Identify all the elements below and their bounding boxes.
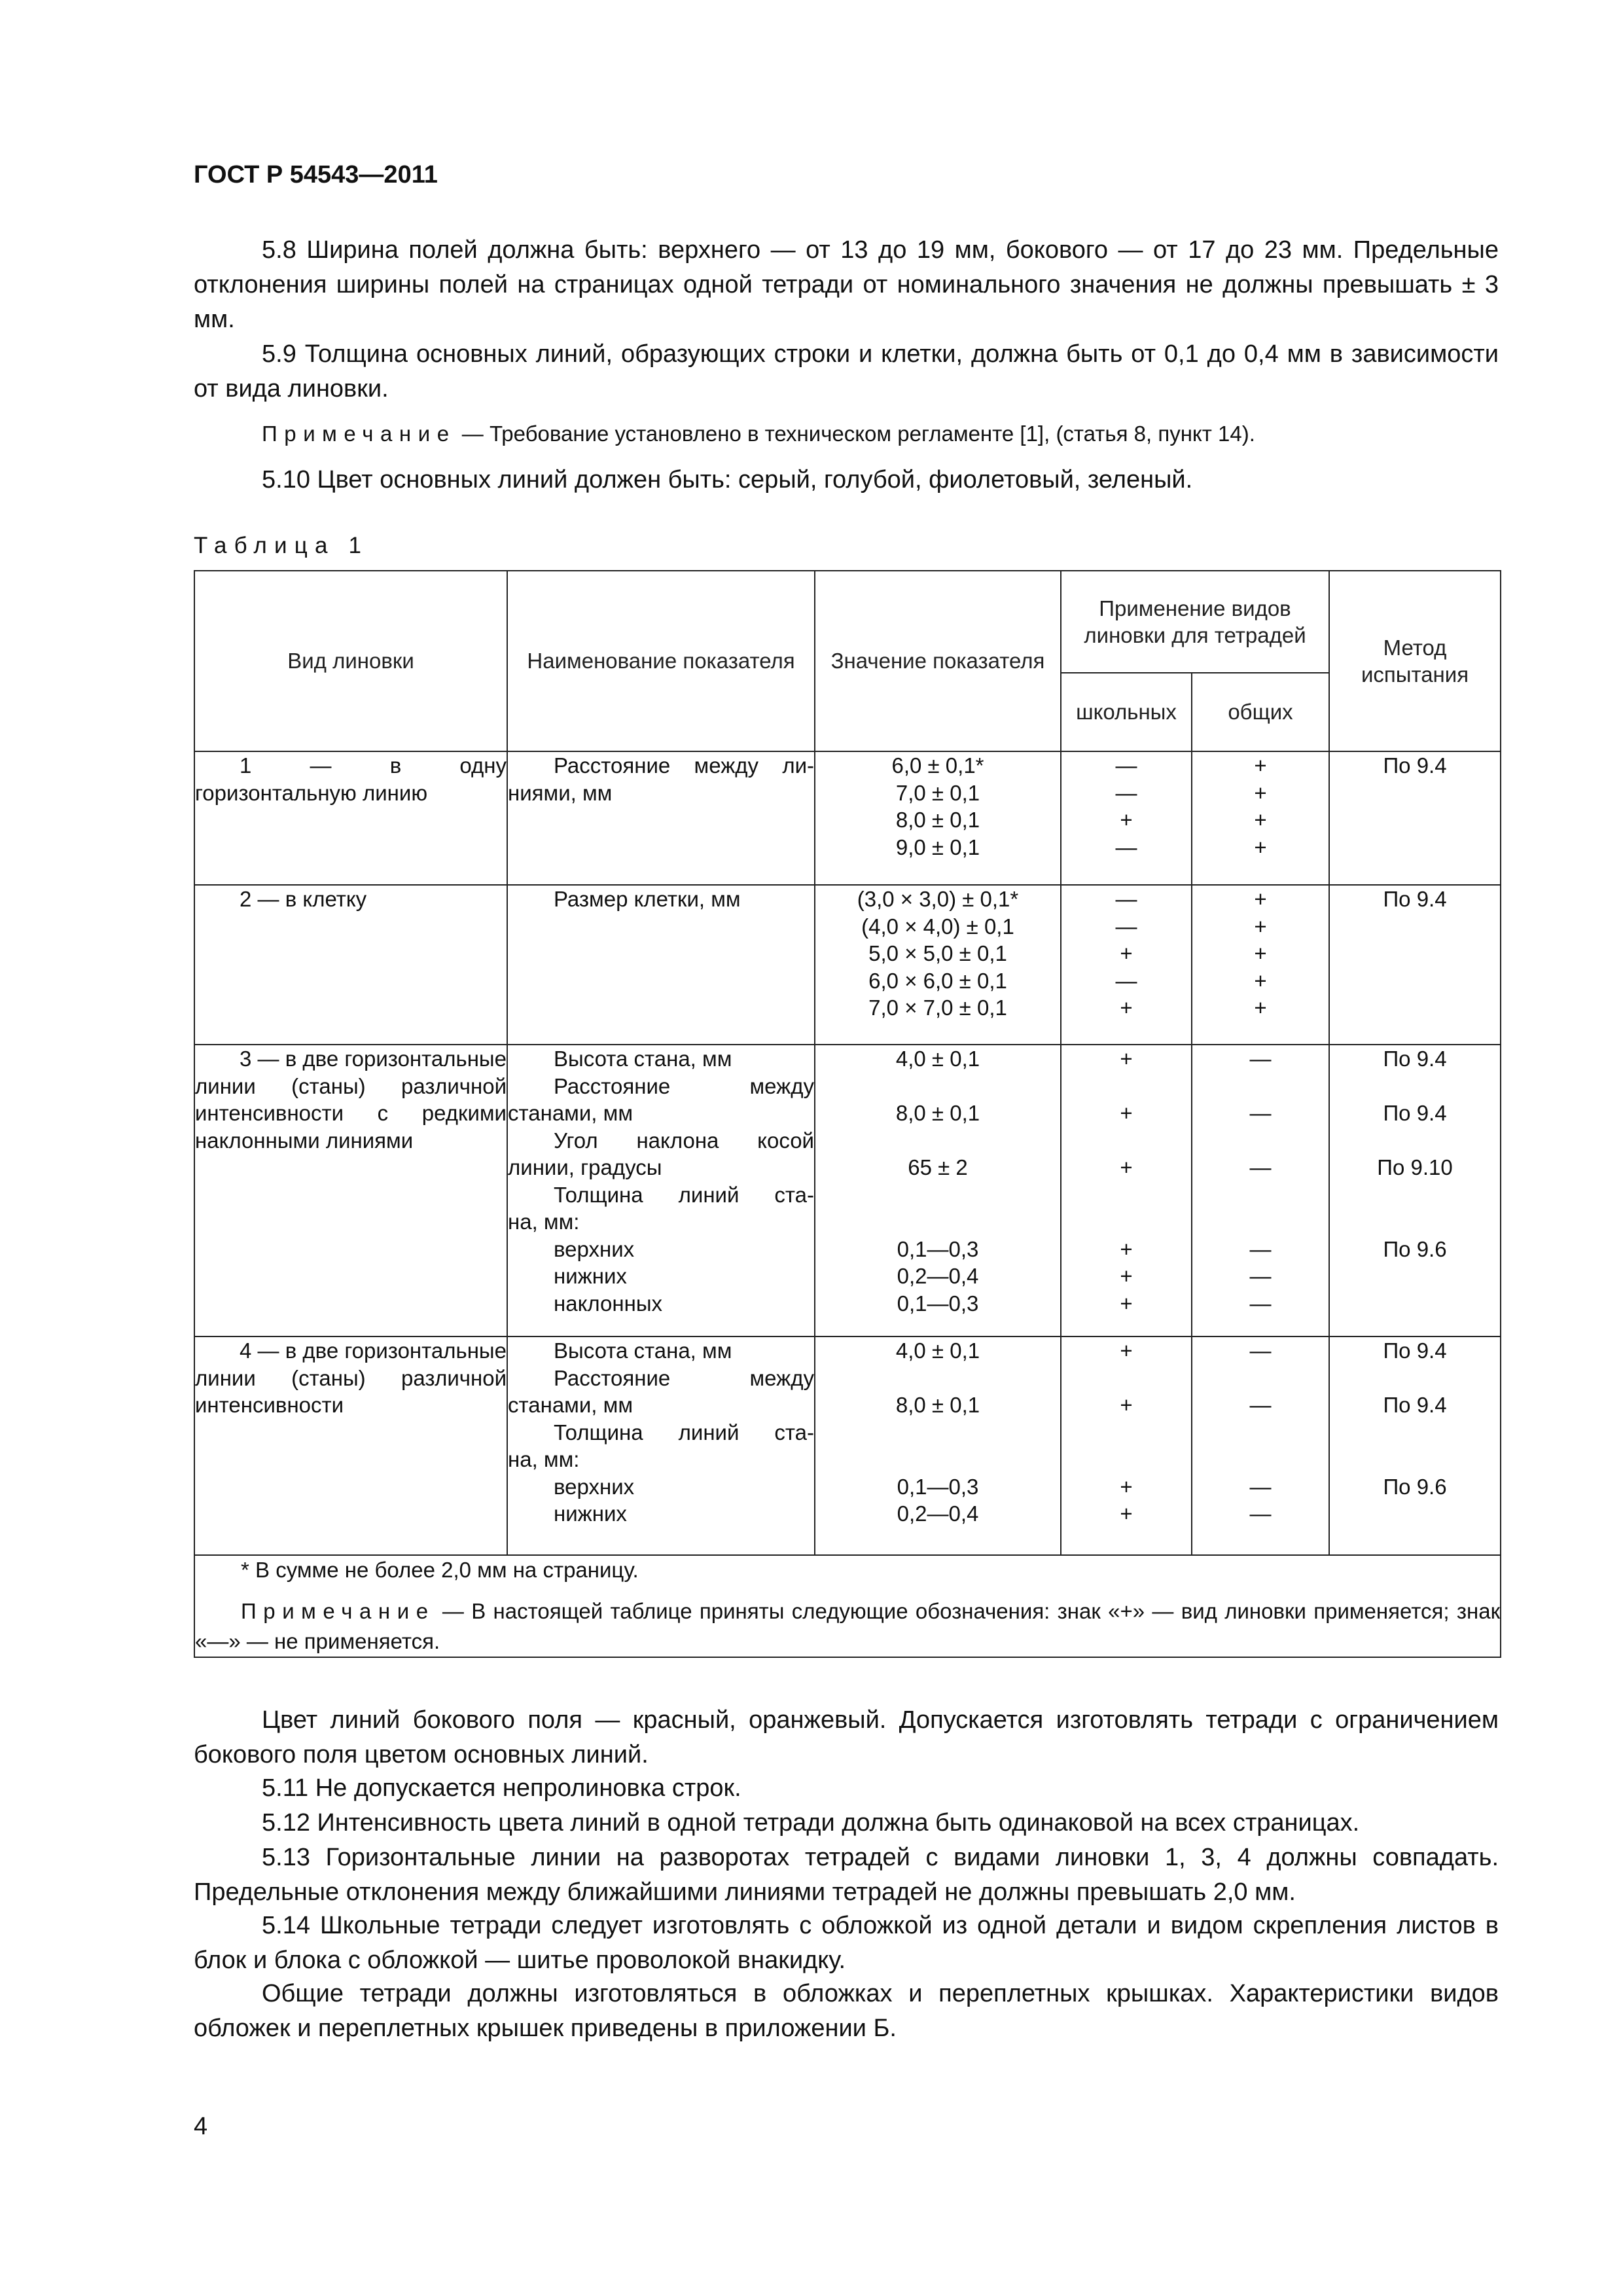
- cell-school: [1061, 885, 1192, 1045]
- general-mark: +: [1254, 887, 1267, 911]
- general-mark: +: [1254, 808, 1267, 832]
- general-mark: —: [1249, 1236, 1272, 1261]
- method-line: [1330, 1073, 1500, 1100]
- cell-indicator: [507, 751, 815, 885]
- indicator-line: нижних: [554, 1501, 627, 1526]
- school-mark: +: [1120, 1291, 1133, 1316]
- method-line: [1330, 1419, 1500, 1446]
- value-line: 6,0 ± 0,1*: [891, 753, 984, 778]
- cell-general: [1192, 1336, 1329, 1555]
- table-row: [194, 751, 1501, 885]
- cell-method: [1329, 885, 1501, 1045]
- paragraph-5-13: 5.13 Горизонтальные линии на разворотах тетрадей с видами линовки 1, 3, 4 должны совпадать. Предельные отклонения между ближайшими линиями тетрадей не должны превышать 2,0 мм.: [194, 1844, 1499, 1906]
- school-mark: —: [1115, 834, 1137, 859]
- table-note-label: Примечание: [241, 1599, 435, 1623]
- value-line: [815, 1073, 1060, 1100]
- method-line: [1330, 1446, 1500, 1473]
- school-mark: +: [1120, 1101, 1133, 1125]
- value-line: 65 ± 2: [908, 1155, 968, 1179]
- cell-indicator: [507, 1336, 815, 1555]
- general-mark: +: [1254, 914, 1267, 939]
- method-line: [1330, 1290, 1500, 1318]
- method-line: [1330, 1263, 1500, 1290]
- school-mark: +: [1120, 808, 1133, 832]
- school-mark: +: [1120, 941, 1133, 965]
- paragraph-5-8: 5.8 Ширина полей должна быть: верхнего — от 13 до 19 мм, бокового — от 17 до 23 мм. Предельные отклонения ширины полей на страницах одной тетради от номинального значения не должны превышать ± 3 мм.: [194, 236, 1499, 333]
- cell-indicator: [507, 1045, 815, 1336]
- school-mark: [1061, 1446, 1191, 1473]
- method-line: По 9.4: [1383, 753, 1447, 778]
- general-mark: +: [1254, 941, 1267, 965]
- value-line: 0,1—0,3: [897, 1236, 979, 1261]
- header-kind: Вид линовки: [194, 571, 507, 751]
- school-mark: +: [1120, 1501, 1133, 1526]
- cell-method: [1329, 1045, 1501, 1336]
- cell-general: [1192, 751, 1329, 885]
- school-mark: +: [1120, 1236, 1133, 1261]
- table-note-text: — В настоящей таблице приняты следующие обозначения: знак «+» — вид линовки применяется; знак «—» — не применяется.: [195, 1599, 1501, 1653]
- general-mark: —: [1249, 1474, 1272, 1499]
- table-note: [195, 1596, 1500, 1657]
- method-line: По 9.4: [1383, 1047, 1447, 1071]
- school-mark: +: [1120, 996, 1133, 1020]
- cell-general: [1192, 1045, 1329, 1336]
- indicator-line: ниями, мм: [508, 780, 613, 805]
- table-caption: Таблица 1: [194, 533, 369, 558]
- cell-value: [815, 1045, 1061, 1336]
- cell-value: [815, 885, 1061, 1045]
- school-mark: +: [1120, 1393, 1133, 1417]
- note-regulation: [194, 419, 1499, 449]
- page-number: 4: [194, 2113, 208, 2140]
- cell-kind: 4 — в две горизонтальные линии (станы) различной интенсивности: [194, 1336, 507, 1555]
- paragraph-5-14: 5.14 Школьные тетради следует изготовлять с обложкой из одной детали и видом скрепления листов в блок и блока с обложкой — шитье проволокой внакидку.: [194, 1912, 1499, 1974]
- indicator-line: Толщина линий ста-: [554, 1182, 814, 1207]
- value-line: 9,0 ± 0,1: [895, 834, 980, 859]
- indicator-line: Расстояние между ли-: [554, 753, 814, 778]
- value-line: (3,0 × 3,0) ± 0,1*: [857, 887, 1019, 911]
- value-line: 0,1—0,3: [897, 1474, 979, 1499]
- value-line: [815, 1365, 1060, 1392]
- value-line: 0,1—0,3: [897, 1291, 979, 1316]
- general-mark: —: [1249, 1264, 1272, 1288]
- value-line: 7,0 ± 0,1: [895, 780, 980, 805]
- value-line: 8,0 ± 0,1: [895, 1393, 980, 1417]
- indicator-line: Толщина линий ста-: [554, 1420, 814, 1444]
- value-line: [815, 1446, 1060, 1473]
- cell-school: [1061, 1336, 1192, 1555]
- method-line: По 9.6: [1383, 1474, 1447, 1499]
- note-text: — Требование установлено в техническом регламенте [1], (статья 8, пункт 14).: [455, 422, 1255, 446]
- general-mark: —: [1249, 1101, 1272, 1125]
- value-line: 0,2—0,4: [897, 1264, 979, 1288]
- general-mark: +: [1254, 780, 1267, 805]
- cell-value: [815, 751, 1061, 885]
- school-mark: —: [1115, 914, 1137, 939]
- table-footer: [194, 1555, 1501, 1657]
- indicator-line: на, мм:: [508, 1210, 580, 1234]
- indicator-line: нижних: [554, 1264, 627, 1288]
- indicator-line: линии, градусы: [508, 1155, 662, 1179]
- cell-general: [1192, 885, 1329, 1045]
- general-mark: +: [1254, 753, 1267, 778]
- paragraph-5-9: 5.9 Толщина основных линий, образующих строки и клетки, должна быть от 0,1 до 0,4 мм в зависимости от вида линовки.: [194, 340, 1499, 403]
- method-line: По 9.10: [1377, 1155, 1453, 1179]
- header-method: Метод испытания: [1329, 571, 1501, 751]
- value-line: [815, 1181, 1060, 1209]
- indicator-line: Угол наклона косой: [554, 1128, 814, 1153]
- cell-school: [1061, 1045, 1192, 1336]
- general-mark: +: [1254, 996, 1267, 1020]
- school-mark: +: [1120, 1155, 1133, 1179]
- general-mark: [1192, 1446, 1329, 1473]
- method-line: [1330, 1500, 1500, 1528]
- cell-indicator: [507, 885, 815, 1045]
- note-label: Примечание: [262, 422, 456, 446]
- indicator-line: верхних: [554, 1236, 635, 1261]
- header-indicator: Наименование показателя: [507, 571, 815, 751]
- general-mark: +: [1254, 834, 1267, 859]
- header-value: Значение показателя: [815, 571, 1061, 751]
- general-mark: +: [1254, 968, 1267, 993]
- header-usage: Применение видов линовки для тетрадей: [1061, 571, 1329, 673]
- value-line: 8,0 ± 0,1: [895, 1101, 980, 1125]
- method-line: По 9.6: [1383, 1236, 1447, 1261]
- value-line: 0,2—0,4: [897, 1501, 979, 1526]
- school-mark: —: [1115, 753, 1137, 778]
- method-line: По 9.4: [1383, 1101, 1447, 1125]
- indicator-line: Размер клетки, мм: [554, 887, 741, 911]
- value-line: [815, 1419, 1060, 1446]
- cell-method: [1329, 751, 1501, 885]
- value-line: 4,0 ± 0,1: [895, 1047, 980, 1071]
- method-line: [1330, 1365, 1500, 1392]
- document-header: ГОСТ Р 54543—2011: [194, 161, 438, 188]
- indicator-line: Расстояние между: [554, 1365, 814, 1390]
- value-line: 5,0 × 5,0 ± 0,1: [868, 941, 1007, 965]
- paragraph-side-lines: Цвет линий бокового поля — красный, оранжевый. Допускается изготовлять тетради с ограничением бокового поля цветом основных линий.: [194, 1706, 1499, 1768]
- value-line: 8,0 ± 0,1: [895, 808, 980, 832]
- indicator-line: Расстояние между: [554, 1073, 814, 1098]
- cell-kind: 3 — в две горизонтальные линии (станы) различной интенсивности с редкими наклонными линиями: [194, 1045, 507, 1336]
- general-mark: —: [1249, 1047, 1272, 1071]
- method-line: По 9.4: [1383, 887, 1447, 911]
- indicator-line: на, мм:: [508, 1447, 580, 1471]
- school-mark: —: [1115, 887, 1137, 911]
- cell-kind: 1 — в одну горизонтальную линию: [194, 751, 507, 885]
- method-line: [1330, 1127, 1500, 1155]
- table-footnote: * В сумме не более 2,0 мм на страницу.: [241, 1558, 639, 1582]
- general-mark: [1192, 1127, 1329, 1155]
- ruling-table: [194, 570, 1500, 1658]
- school-mark: +: [1120, 1264, 1133, 1288]
- method-line: По 9.4: [1383, 1393, 1447, 1417]
- school-mark: —: [1115, 780, 1137, 805]
- paragraph-covers: Общие тетради должны изготовляться в обложках и переплетных крышках. Характеристики видов обложек и переплетных крышек приведены в приложении Б.: [194, 1980, 1499, 2042]
- value-line: 7,0 × 7,0 ± 0,1: [868, 996, 1007, 1020]
- value-line: 4,0 ± 0,1: [895, 1338, 980, 1363]
- general-mark: [1192, 1181, 1329, 1209]
- school-mark: [1061, 1181, 1191, 1209]
- indicator-line: верхних: [554, 1474, 635, 1499]
- school-mark: [1061, 1365, 1191, 1392]
- general-mark: —: [1249, 1501, 1272, 1526]
- value-line: 6,0 × 6,0 ± 0,1: [868, 968, 1007, 993]
- general-mark: —: [1249, 1338, 1272, 1363]
- cell-value: [815, 1336, 1061, 1555]
- indicator-line: станами, мм: [508, 1101, 633, 1125]
- value-line: [815, 1208, 1060, 1236]
- school-mark: [1061, 1208, 1191, 1236]
- school-mark: —: [1115, 968, 1137, 993]
- table-row: [194, 1336, 1501, 1555]
- general-mark: [1192, 1419, 1329, 1446]
- school-mark: +: [1120, 1047, 1133, 1071]
- general-mark: —: [1249, 1291, 1272, 1316]
- table-row: [194, 885, 1501, 1045]
- paragraph-5-11: 5.11 Не допускается непролиновка строк.: [262, 1774, 741, 1802]
- indicator-line: станами, мм: [508, 1393, 633, 1417]
- general-mark: —: [1249, 1393, 1272, 1417]
- general-mark: [1192, 1073, 1329, 1100]
- value-line: [815, 1127, 1060, 1155]
- cell-method: [1329, 1336, 1501, 1555]
- indicator-line: Высота стана, мм: [554, 1047, 732, 1071]
- school-mark: +: [1120, 1338, 1133, 1363]
- method-line: [1330, 1208, 1500, 1236]
- paragraph-5-12: 5.12 Интенсивность цвета линий в одной тетради должна быть одинаковой на всех страницах.: [262, 1809, 1360, 1837]
- general-mark: [1192, 1365, 1329, 1392]
- method-line: По 9.4: [1383, 1338, 1447, 1363]
- paragraph-5-10: 5.10 Цвет основных линий должен быть: серый, голубой, фиолетовый, зеленый.: [262, 466, 1193, 493]
- method-line: [1330, 1181, 1500, 1209]
- value-line: (4,0 × 4,0) ± 0,1: [861, 914, 1014, 939]
- header-general: общих: [1192, 673, 1329, 751]
- school-mark: [1061, 1073, 1191, 1100]
- school-mark: [1061, 1419, 1191, 1446]
- cell-kind: 2 — в клетку: [194, 885, 507, 1045]
- school-mark: [1061, 1127, 1191, 1155]
- general-mark: —: [1249, 1155, 1272, 1179]
- indicator-line: Высота стана, мм: [554, 1338, 732, 1363]
- general-mark: [1192, 1208, 1329, 1236]
- cell-school: [1061, 751, 1192, 885]
- school-mark: +: [1120, 1474, 1133, 1499]
- table-row: [194, 1045, 1501, 1336]
- indicator-line: наклонных: [554, 1291, 663, 1316]
- header-school: школьных: [1061, 673, 1192, 751]
